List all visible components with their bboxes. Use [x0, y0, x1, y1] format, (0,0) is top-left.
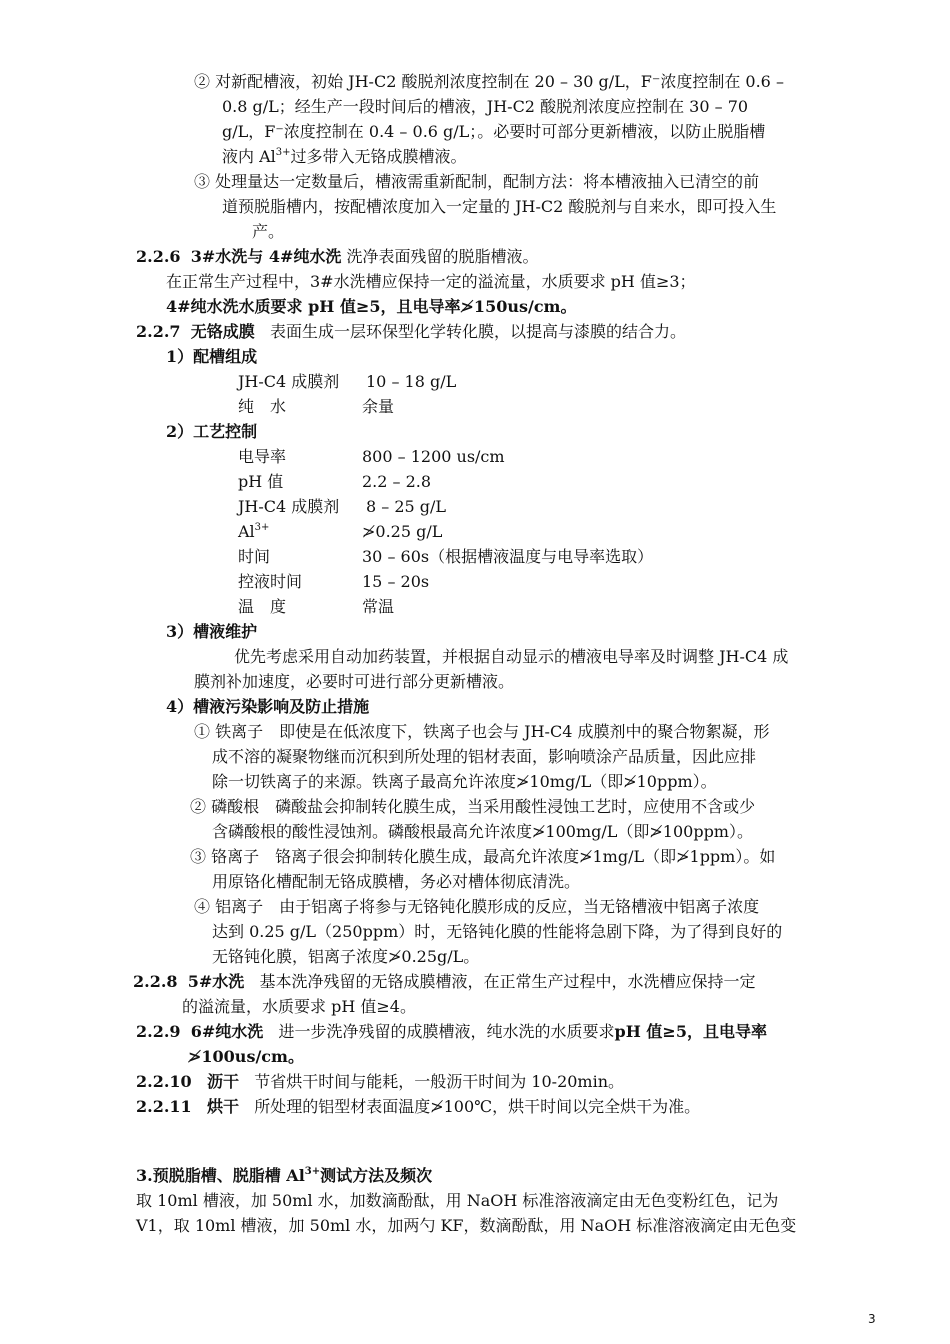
aluminum-line1: ④ 铝离子 由于铝离子将参与无铬钝化膜形成的反应，当无铬槽液中铝离子浓度 — [194, 897, 760, 916]
section-226-number: 2.2.6 — [136, 247, 181, 266]
al-superscript: 3+ — [275, 147, 291, 158]
ctrl-key-6: 温 度 — [238, 597, 287, 616]
item3-line2: 道预脱脂槽内，按配槽浓度加入一定量的 JH-C2 酸脱剂与自来水，即可投入生 — [222, 197, 777, 216]
section-3-title: 3.预脱脂槽、脱脂槽 Al — [136, 1166, 305, 1185]
section-2210-desc: 节省烘干时间与能耗，一般沥干时间为 10-20min。 — [254, 1072, 625, 1091]
ctrl-key-2: JH-C4 成膜剂 — [238, 497, 340, 516]
ctrl-key-5: 控液时间 — [238, 572, 303, 591]
item2-line4 — [222, 147, 467, 167]
ctrl-key-0: 电导率 — [238, 447, 287, 466]
section-228-number: 2.2.8 — [133, 972, 178, 991]
comp-val-1: 余量 — [362, 397, 395, 416]
ctrl-val-3: ≯0.25 g/L — [362, 522, 443, 541]
section-3-heading — [136, 1166, 432, 1186]
section-2211-heading — [136, 1097, 700, 1117]
comp-key-0: JH-C4 成膜剂 — [238, 372, 340, 391]
phosphate-line2: 含磷酸根的酸性浸蚀剂。磷酸根最高允许浓度≯100mg/L（即≯100ppm）。 — [212, 822, 753, 841]
section-2210-title: 沥干 — [206, 1072, 239, 1091]
subheading-composition: 1）配槽组成 — [166, 347, 258, 366]
section-226-desc: 洗净表面残留的脱脂槽液。 — [346, 247, 539, 266]
section-2211-desc: 所处理的铝型材表面温度≯100℃，烘干时间以完全烘干为准。 — [254, 1097, 701, 1116]
section-226-title: 3#水洗与 4#纯水洗 — [190, 247, 342, 266]
aluminum-line3: 无铬钝化膜，铝离子浓度≯0.25g/L。 — [212, 947, 480, 966]
ctrl-key-4: 时间 — [238, 547, 271, 566]
section-226-line2: 4#纯水洗水质要求 pH 值≥5，且电导率≯150us/cm。 — [166, 297, 577, 316]
ctrl-val-5: 15 – 20s — [362, 572, 430, 591]
item2-line1: ② 对新配槽液，初始 JH-C2 酸脱剂浓度控制在 20 – 30 g/L，F⁻浓度控制在 0.6 – — [194, 72, 784, 91]
comp-val-0: 10 – 18 g/L — [366, 372, 457, 391]
section-3-title-rest: 测试方法及频次 — [320, 1166, 433, 1185]
ctrl-val-2: 8 – 25 g/L — [366, 497, 447, 516]
item3-line3: 产。 — [252, 222, 285, 241]
ctrl-val-6: 常温 — [362, 597, 395, 616]
chromium-line1: ③ 铬离子 铬离子很会抑制转化膜生成，最高允许浓度≯1mg/L（即≯1ppm）。如 — [190, 847, 776, 866]
section-229-desc-bold: pH 值≥5，且电导率 — [614, 1022, 767, 1041]
section-229-number: 2.2.9 — [136, 1022, 181, 1041]
section-3-line2: V1，取 10ml 槽液，加 50ml 水，加两勺 KF，数滴酚酞，用 NaOH 标准溶液滴定由无色变 — [136, 1216, 797, 1235]
chromium-line2: 用原铬化槽配制无铬成膜槽，务必对槽体彻底清洗。 — [212, 872, 581, 891]
section-2210-heading — [136, 1072, 624, 1092]
ctrl-val-4: 30 – 60s（根据槽液温度与电导率选取） — [362, 547, 654, 566]
section-229-title: 6#纯水洗 — [190, 1022, 264, 1041]
section-228-title: 5#水洗 — [187, 972, 245, 991]
ctrl-key-1: pH 值 — [238, 472, 284, 491]
item2-line2: 0.8 g/L；经生产一段时间后的槽液，JH-C2 酸脱剂浓度应控制在 30 – 70 — [222, 97, 749, 116]
section-227-heading — [136, 322, 686, 342]
section-227-number: 2.2.7 — [136, 322, 181, 341]
item3-line1: ③ 处理量达一定数量后，槽液需重新配制，配制方法：将本槽液抽入已清空的前 — [194, 172, 760, 191]
section-2211-number: 2.2.11 — [136, 1097, 192, 1116]
item2-line3: g/L，F⁻浓度控制在 0.4 – 0.6 g/L；。必要时可部分更新槽液，以防止脱脂槽 — [222, 122, 766, 141]
section-227-desc: 表面生成一层环保型化学转化膜，以提高与漆膜的结合力。 — [270, 322, 687, 341]
ctrl-val-1: 2.2 – 2.8 — [362, 472, 432, 491]
item2-line4-text: 液内 Al — [222, 147, 276, 166]
subheading-maintenance: 3）槽液维护 — [166, 622, 258, 641]
item2-line4-rest: 过多带入无铬成膜槽液。 — [290, 147, 467, 166]
section-2210-number: 2.2.10 — [136, 1072, 192, 1091]
maintenance-line2: 膜剂补加速度，必要时可进行部分更新槽液。 — [194, 672, 515, 691]
section-3-line1: 取 10ml 槽液，加 50ml 水，加数滴酚酞，用 NaOH 标准溶液滴定由无色变粉红色，记为 — [136, 1191, 779, 1210]
section-229-desc: 进一步洗净残留的成膜槽液，纯水洗的水质要求 — [278, 1022, 615, 1041]
section-226-heading — [136, 247, 538, 267]
ctrl-key-3 — [238, 522, 269, 542]
aluminum-line2: 达到 0.25 g/L（250ppm）时，无铬钝化膜的性能将急剧下降，为了得到良好的 — [212, 922, 783, 941]
subheading-process-control: 2）工艺控制 — [166, 422, 258, 441]
maintenance-line1: 优先考虑采用自动加药装置，并根据自动显示的槽液电导率及时调整 JH-C4 成 — [234, 647, 789, 666]
section-228-heading — [133, 972, 756, 992]
iron-line2: 成不溶的凝聚物继而沉积到所处理的铝材表面，影响喷涂产品质量，因此应排 — [212, 747, 757, 766]
section-229-line2: ≯100us/cm。 — [188, 1047, 304, 1066]
page-number: 3 — [868, 1312, 876, 1326]
phosphate-line1: ② 磷酸根 磷酸盐会抑制转化膜生成，当采用酸性浸蚀工艺时，应使用不含或少 — [190, 797, 756, 816]
ctrl-key-3-text: Al — [238, 522, 255, 541]
subheading-contamination: 4）槽液污染影响及防止措施 — [166, 697, 370, 716]
ctrl-key-3-sup: 3+ — [254, 522, 270, 533]
section-228-desc: 基本洗净残留的无铬成膜槽液，在正常生产过程中，水洗槽应保持一定 — [259, 972, 756, 991]
comp-key-1: 纯 水 — [238, 397, 287, 416]
section-226-line1: 在正常生产过程中，3#水洗槽应保持一定的溢流量，水质要求 pH 值≥3； — [166, 272, 696, 291]
ctrl-val-0: 800 – 1200 us/cm — [362, 447, 505, 466]
section-228-line2: 的溢流量，水质要求 pH 值≥4。 — [182, 997, 416, 1016]
iron-line1: ① 铁离子 即使是在低浓度下，铁离子也会与 JH-C4 成膜剂中的聚合物絮凝，形 — [194, 722, 770, 741]
section-3-sup: 3+ — [304, 1166, 321, 1177]
iron-line3: 除一切铁离子的来源。铁离子最高允许浓度≯10mg/L（即≯10ppm）。 — [212, 772, 717, 791]
section-229-heading — [136, 1022, 767, 1042]
section-2211-title: 烘干 — [206, 1097, 239, 1116]
section-227-title: 无铬成膜 — [190, 322, 255, 341]
